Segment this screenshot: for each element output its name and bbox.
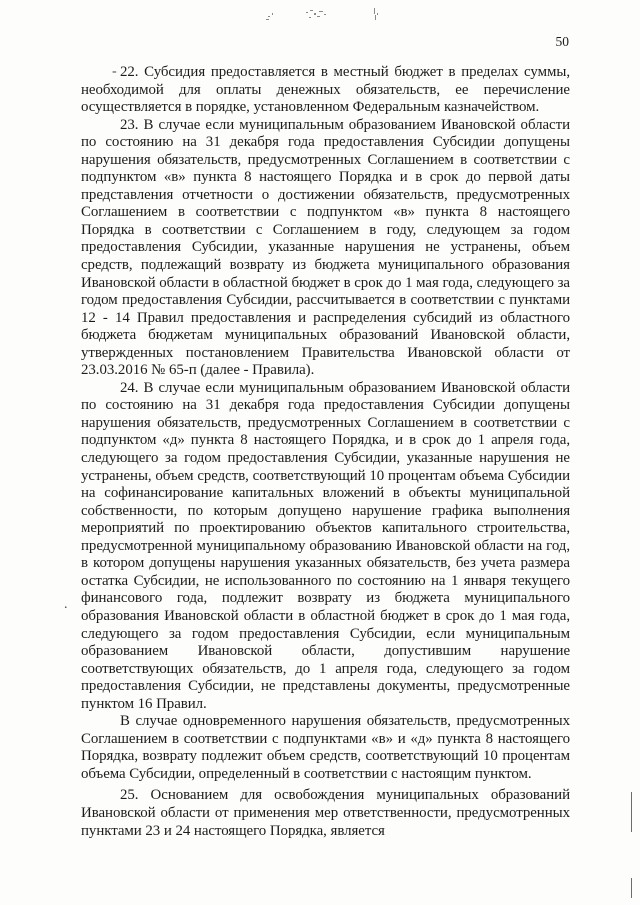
scan-edge-line: [631, 792, 632, 832]
paragraph-23: 23. В случае если муниципальным образованием Ивановской области по состоянию на 31 декабря года предоставления Субсидии допущены нарушения обязательств, предусмотренных Соглашением в соответствии с подпунктом «в» пункта 8 настоящего Порядка и в срок до первой даты представления отчетности о достижении обязательств, предусмотренных Соглашением в соответствии с подпунктом «в» пункта 8 настоящего Порядка в соответствии с Соглашением в году, следующем за годом предоставления Субсидии, указанные нарушения не устранены, объем средств, подлежащий возврату из бюджета муниципального образования Ивановской области в областной бюджет в срок до 1 мая года, следующего за годом предоставления Субсидии, рассчитывается в соответствии с пунктами 12 - 14 Правил предоставления и распределения субсидий из областного бюджета бюджетам муниципальных образований Ивановской области, утвержденных постановлением Правительства Ивановской области от 23.03.2016 № 65-п (далее - Правила).: [81, 116, 570, 379]
paragraph-22: 22. Субсидия предоставляется в местный бюджет в пределах суммы, необходимой для оплаты денежных обязательств, ее перечисление осуществляется в порядке, установленном Федеральным казначейством.: [81, 64, 570, 116]
paragraph-24-continuation: В случае одновременного нарушения обязательств, предусмотренных Соглашением в соответствии с подпунктами «в» и «д» пункта 8 настоящего Порядка, возврату подлежит объем средств, соответствующий 10 процентам объема Субсидии, определенный в соответствии с настоящим пунктом.: [81, 713, 570, 782]
margin-dash-mark: -: [112, 64, 117, 79]
margin-dot-mark: .: [64, 597, 68, 612]
document-body: [81, 64, 570, 840]
scan-artifact-marks: [262, 4, 392, 26]
paragraph-24: 24. В случае если муниципальным образованием Ивановской области по состоянию на 31 декабря года предоставления Субсидии допущены нарушения обязательств, предусмотренных Соглашением в соответствии с подпунктом «д» пункта 8 настоящего Порядка, и в срок до 1 апреля года, следующего за годом предоставления Субсидии, указанные нарушения не устранены, объем средств, соответствующий 10 процентам объема Субсидии на софинансирование капитальных вложений в объекты муниципальной собственности, по которым допущено нарушение графика выполнения мероприятий по проектированию объектов капитального строительства, предусмотренной муниципальному образованию Ивановской области на год, в котором допущены нарушения указанных обязательств, без учета размера остатка Субсидии, не использованного по состоянию на 1 января текущего финансового года, подлежит возврату из бюджета муниципального образования Ивановской области в областной бюджет в срок до 1 мая года, следующего за годом предоставления Субсидии, если муниципальным образованием Ивановской области, допустившим нарушение соответствующих обязательств, до 1 апреля года, следующего за годом предоставления Субсидии, не представлены документы, предусмотренные пунктом 16 Правил.: [81, 379, 570, 712]
scan-edge-line-lower: [631, 878, 632, 898]
page-number: 50: [555, 34, 569, 49]
paragraph-25: 25. Основанием для освобождения муниципальных образований Ивановской области от применения мер ответственности, предусмотренных пунктами 23 и 24 настоящего Порядка, является: [81, 787, 570, 839]
